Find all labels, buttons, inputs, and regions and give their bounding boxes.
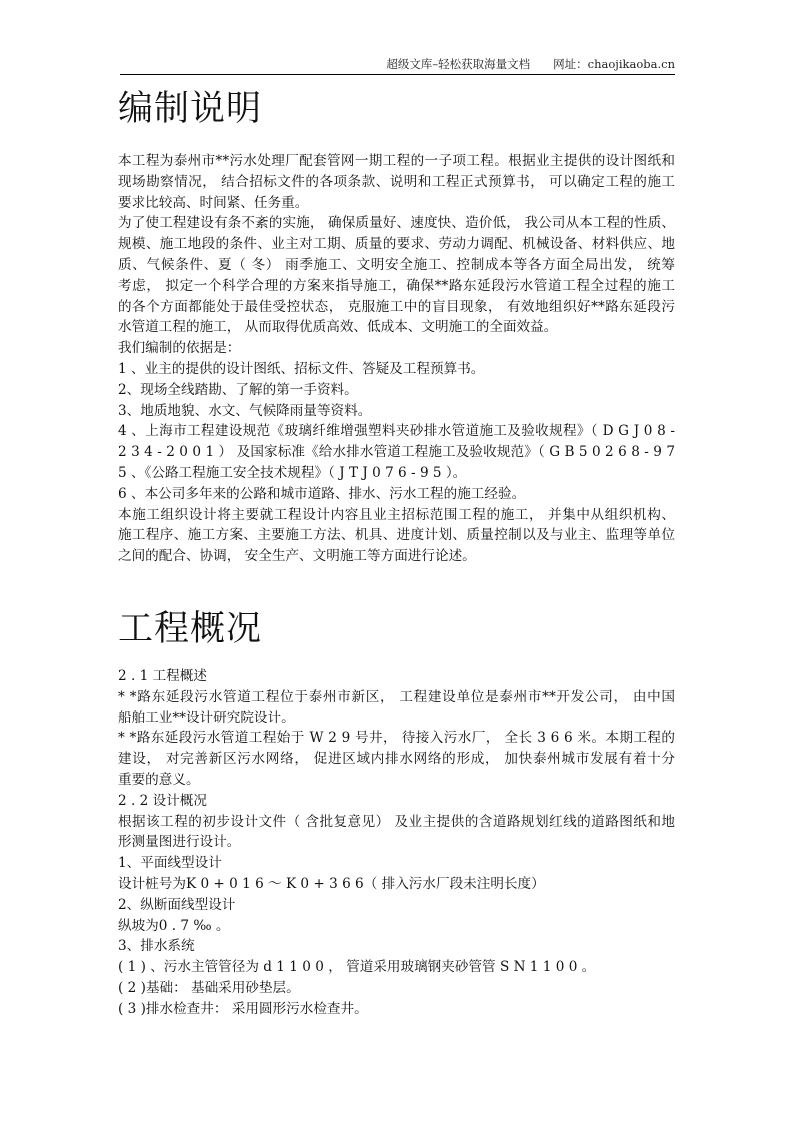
section-compilation-notes-body	[118, 151, 675, 567]
text-line: 1 、业主的提供的设计图纸、招标文件、答疑及工程预算书。	[118, 360, 485, 377]
text-line: 现场勘察情况， 结合招标文件的各项条款、说明和工程正式预算书， 可以确定工程的施工	[118, 173, 675, 190]
text-line: 2 . 1 工程概述	[118, 668, 207, 684]
text-line: 施工程序、施工方案、主要施工方法、机具、进度计划、质量控制以及与业主、监理等单位	[118, 527, 675, 544]
text-line: 质、气候条件、夏（ 冬） 雨季施工、文明安全施工、控制成本等各方面全局出发， 统筹	[118, 256, 675, 273]
text-line: 5 、《公路工程施工安全技术规程》（ J T J 0 7 6 - 9 5 ）。	[118, 464, 467, 481]
text-line: 4 、上海市工程建设规范《玻璃纤维增强塑料夹砂排水管道施工及验收规程》（ D G J 0 8 -	[118, 423, 675, 440]
text-line: 2、现场全线踏勘、了解的第一手资料。	[118, 381, 358, 398]
text-line: 6 、本公司多年来的公路和城市道路、排水、污水工程的施工经验。	[118, 485, 526, 502]
text-line: 3、排水系统	[118, 938, 195, 955]
header-divider	[120, 74, 675, 75]
text-line: 建设， 对完善新区污水网络， 促进区域内排水网络的形成， 加快泰州城市发展有着十分	[118, 751, 675, 768]
section-project-overview-body	[118, 666, 675, 1020]
text-line: 要求比较高、时间紧、任务重。	[118, 194, 309, 211]
text-line: ( 2 )基础： 基础采用砂垫层。	[118, 979, 300, 996]
text-line: * *路东延段污水管道工程位于泰州市新区， 工程建设单位是泰州市**开发公司， 由中国	[118, 688, 675, 705]
text-line: 形测量图进行设计。	[118, 834, 241, 851]
text-line: 规模、施工地段的条件、业主对工期、质量的要求、劳动力调配、机械设备、材料供应、地	[118, 236, 675, 253]
text-line: 船舶工业**设计研究院设计。	[118, 709, 295, 726]
text-line: 本施工组织设计将主要就工程设计内容且业主招标范围工程的施工， 并集中从组织机构、	[118, 506, 675, 523]
text-line: 水管道工程的施工， 从而取得优质高效、低成本、文明施工的全面效益。	[118, 319, 558, 336]
text-line: ( 1 ) 、污水主管管径为 d 1 1 0 0 ， 管道采用玻璃钢夹砂管管 S N 1 1 0 0 。	[118, 959, 596, 976]
text-line: 2 . 2 设计概况	[118, 792, 207, 809]
text-line: 2 3 4 - 2 0 0 1 ） 及国家标准《给水排水管道工程施工及验收规范》（ G B 5 0 2 6 8 - 9 7	[118, 444, 675, 461]
text-line: 重要的意义。	[118, 771, 200, 788]
text-line: 本工程为泰州市**污水处理厂配套管网一期工程的一子项工程。根据业主提供的设计图纸和	[118, 153, 675, 169]
text-line: 设计桩号为K 0 + 0 1 6 ～ K 0 + 3 6 6（ 排入污水厂段未注明长度）	[118, 875, 545, 892]
text-line: 3、地质地貌、水文、气候降雨量等资料。	[118, 402, 372, 419]
text-line: ( 3 )排水检查井： 采用圆形污水检查井。	[118, 1000, 368, 1017]
text-line: 考虑， 拟定一个科学合理的方案来指导施工，确保**路东延段污水管道工程全过程的施工	[118, 277, 675, 294]
text-line: 的各个方面都能处于最佳受控状态， 克服施工中的盲目现象， 有效地组织好**路东延段污	[118, 298, 675, 315]
page-header: 超级文库–轻松获取海量文档 网址：chaojikaoba.cn	[386, 57, 675, 71]
text-line: 为了使工程建设有条不紊的实施， 确保质量好、速度快、造价低， 我公司从本工程的性质、	[118, 215, 675, 232]
text-line: 纵坡为0 . 7 ‰ 。	[118, 917, 230, 934]
section-title-project-overview: 工程概况	[118, 609, 263, 649]
text-line: 1、平面线型设计	[118, 855, 222, 872]
text-line: 之间的配合、协调， 安全生产、文明施工等方面进行论述。	[118, 548, 476, 565]
text-line: 2、纵断面线型设计	[118, 896, 236, 913]
text-line: 根据该工程的初步设计文件（ 含批复意见） 及业主提供的含道路规划红线的道路图纸和地	[118, 813, 675, 830]
section-title-compilation-notes: 编制说明	[118, 89, 263, 129]
text-line: * *路东延段污水管道工程始于 W 2 9 号井， 待接入污水厂， 全长 3 6 6 米。本期工程的	[118, 730, 675, 747]
text-line: 我们编制的依据是：	[118, 340, 241, 357]
